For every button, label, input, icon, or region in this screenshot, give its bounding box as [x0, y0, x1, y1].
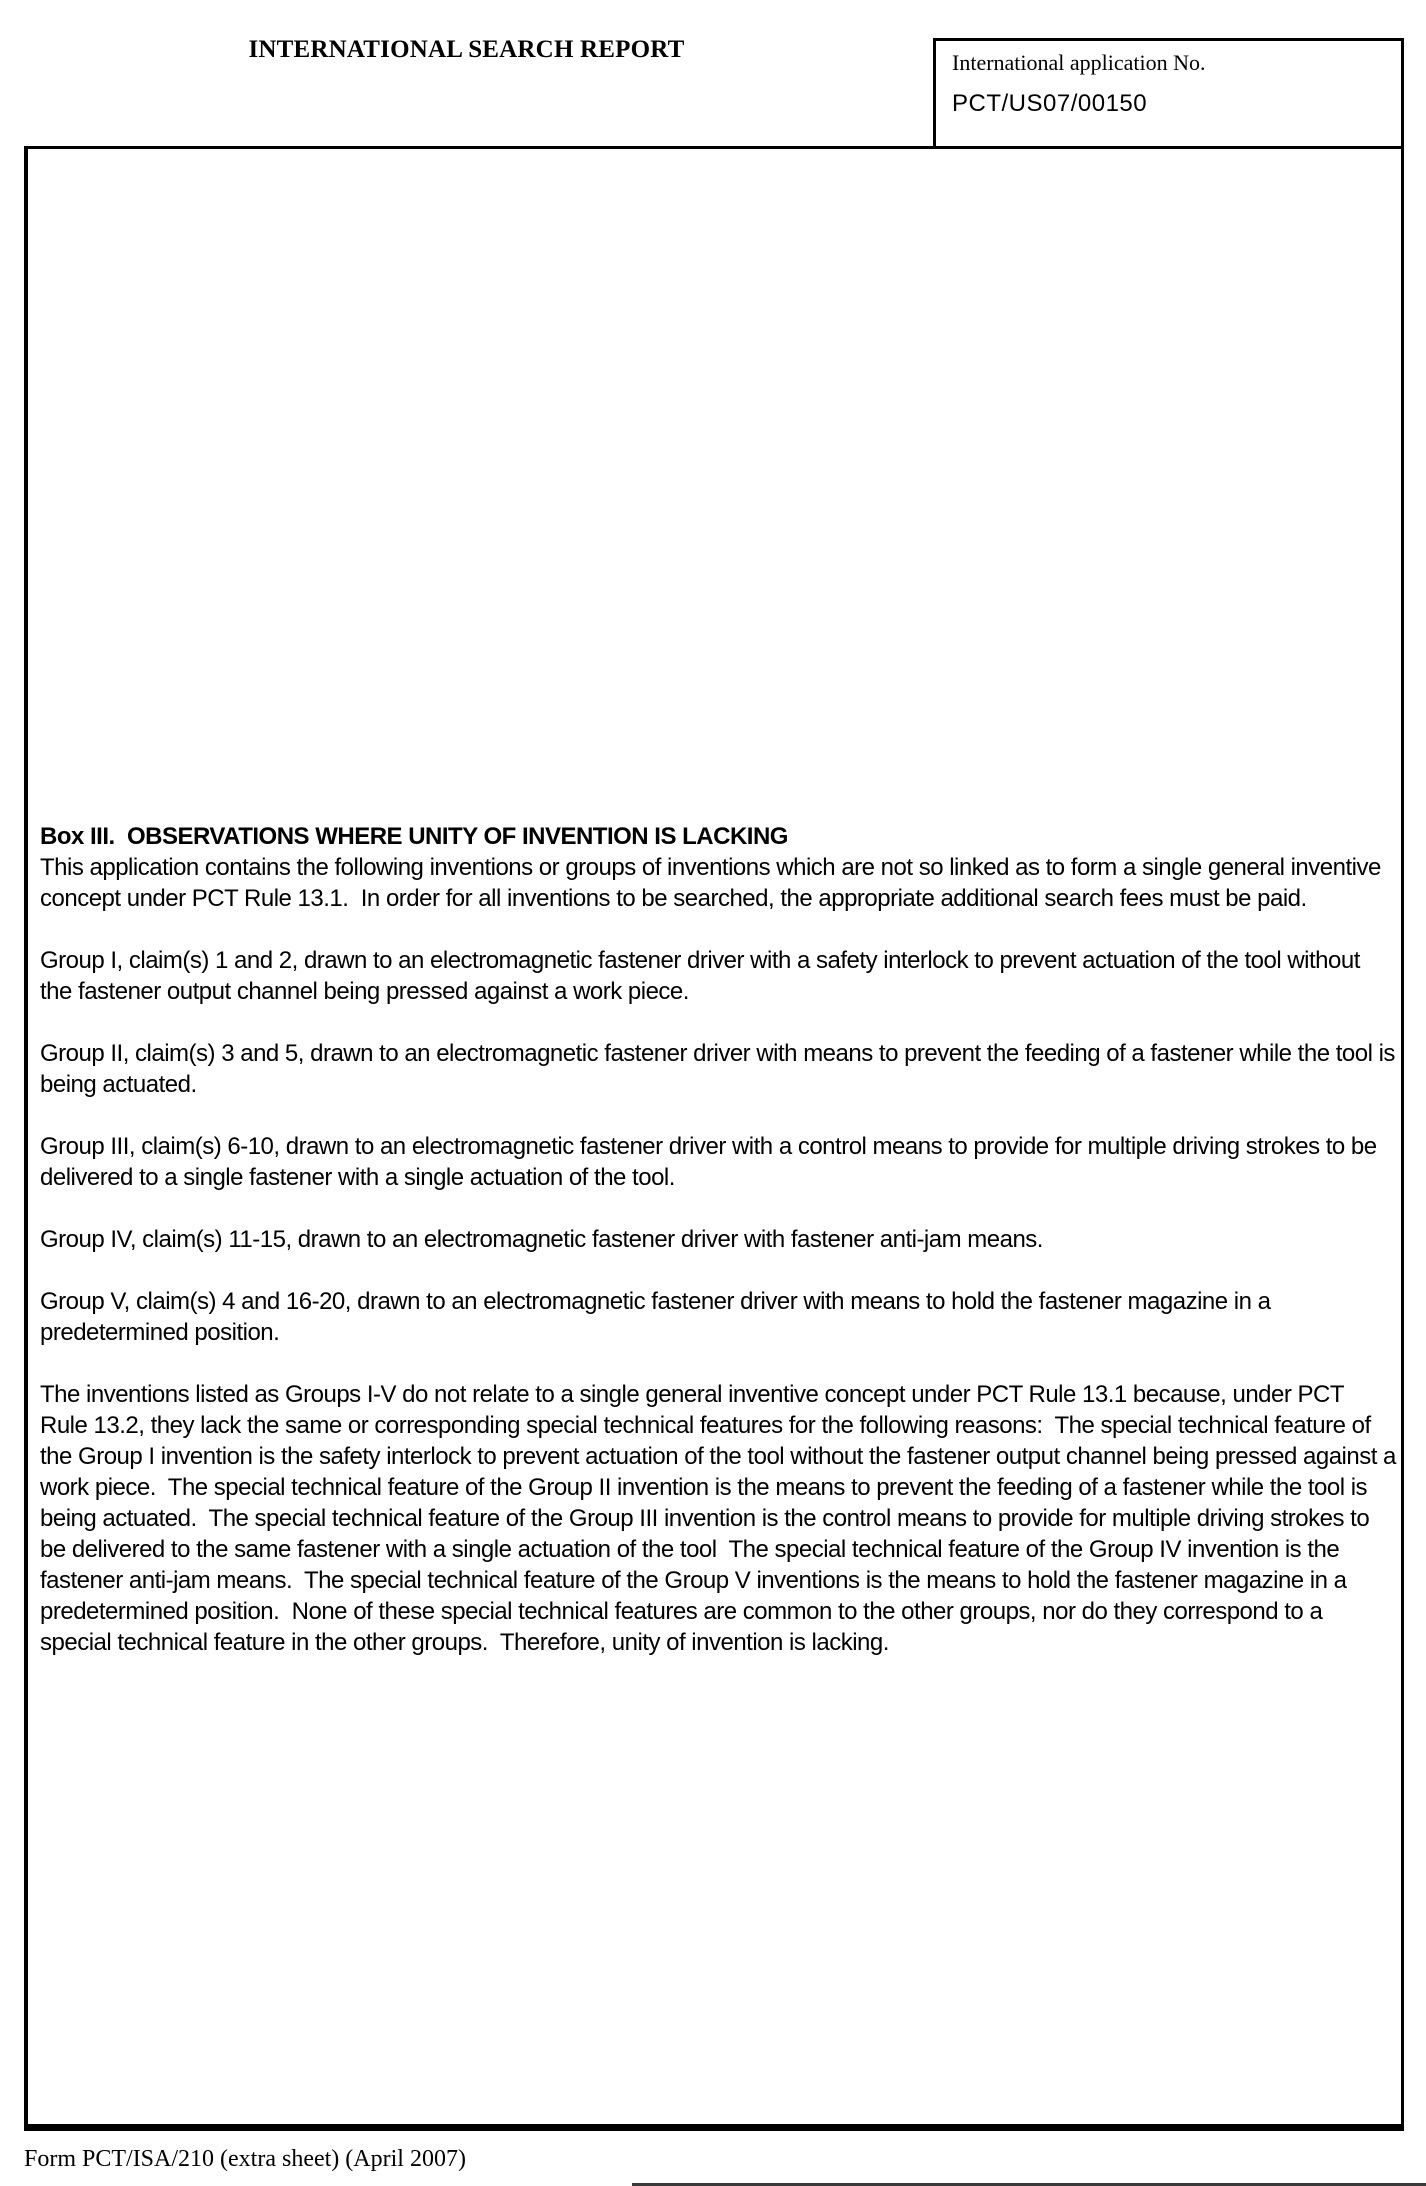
box-iii-intro-paragraph: This application contains the following inventions or groups of inventions which are not so linked as to form a single general inventive concept under PCT Rule 13.1. In order for all inventions to be searched, the appropriate additional search fees must be paid.	[40, 854, 1387, 912]
form-identifier-footer: Form PCT/ISA/210 (extra sheet) (April 2007)	[24, 2146, 466, 2172]
report-title: INTERNATIONAL SEARCH REPORT	[248, 36, 685, 63]
group-v-paragraph: Group V, claim(s) 4 and 16-20, drawn to an electromagnetic fastener driver with means to hold the fastener magazine in a predetermined position.	[40, 1288, 1277, 1346]
unity-conclusion-paragraph: The inventions listed as Groups I-V do not relate to a single general inventive concept under PCT Rule 13.1 because, under PCT Rule 13.2, they lack the same or corresponding special technical features for the following reasons: The special technical feature of the Group I invention is the safety interlock to prevent actuation of the tool without the fastener output channel being pressed against a work piece. The special technical feature of the Group II invention is the means to prevent the feeding of a fastener while the tool is being actuated. The special technical feature of the Group III invention is the control means to provide for multiple driving strokes to be delivered to the same fastener with a single actuation of the tool The special technical feature of the Group IV invention is the fastener anti-jam means. The special technical feature of the Group V inventions is the means to hold the fastener magazine in a predetermined position. None of these special technical features are common to the other groups, nor do they correspond to a special technical feature in the other groups. Therefore, unity of invention is lacking.	[40, 1381, 1403, 1656]
group-i-paragraph: Group I, claim(s) 1 and 2, drawn to an electromagnetic fastener driver with a safety interlock to prevent actuation of the tool without the fastener output channel being pressed against a work piece.	[40, 947, 1367, 1005]
group-iv-paragraph: Group IV, claim(s) 11-15, drawn to an electromagnetic fastener driver with fastener anti-jam means.	[40, 1226, 1043, 1253]
group-ii-paragraph: Group II, claim(s) 3 and 5, drawn to an electromagnetic fastener driver with means to prevent the feeding of a fastener while the tool is being actuated.	[40, 1040, 1402, 1098]
application-number-label: International application No.	[952, 50, 1206, 75]
application-number-value: PCT/US07/00150	[952, 90, 1148, 117]
group-iii-paragraph: Group III, claim(s) 6-10, drawn to an electromagnetic fastener driver with a control means to provide for multiple driving strokes to be delivered to a single fastener with a single actuation of the tool.	[40, 1133, 1383, 1191]
international-application-box	[933, 38, 1404, 149]
box-iii-container	[24, 146, 1404, 2131]
box-iii-heading: Box III. OBSERVATIONS WHERE UNITY OF INVENTION IS LACKING	[40, 823, 788, 850]
